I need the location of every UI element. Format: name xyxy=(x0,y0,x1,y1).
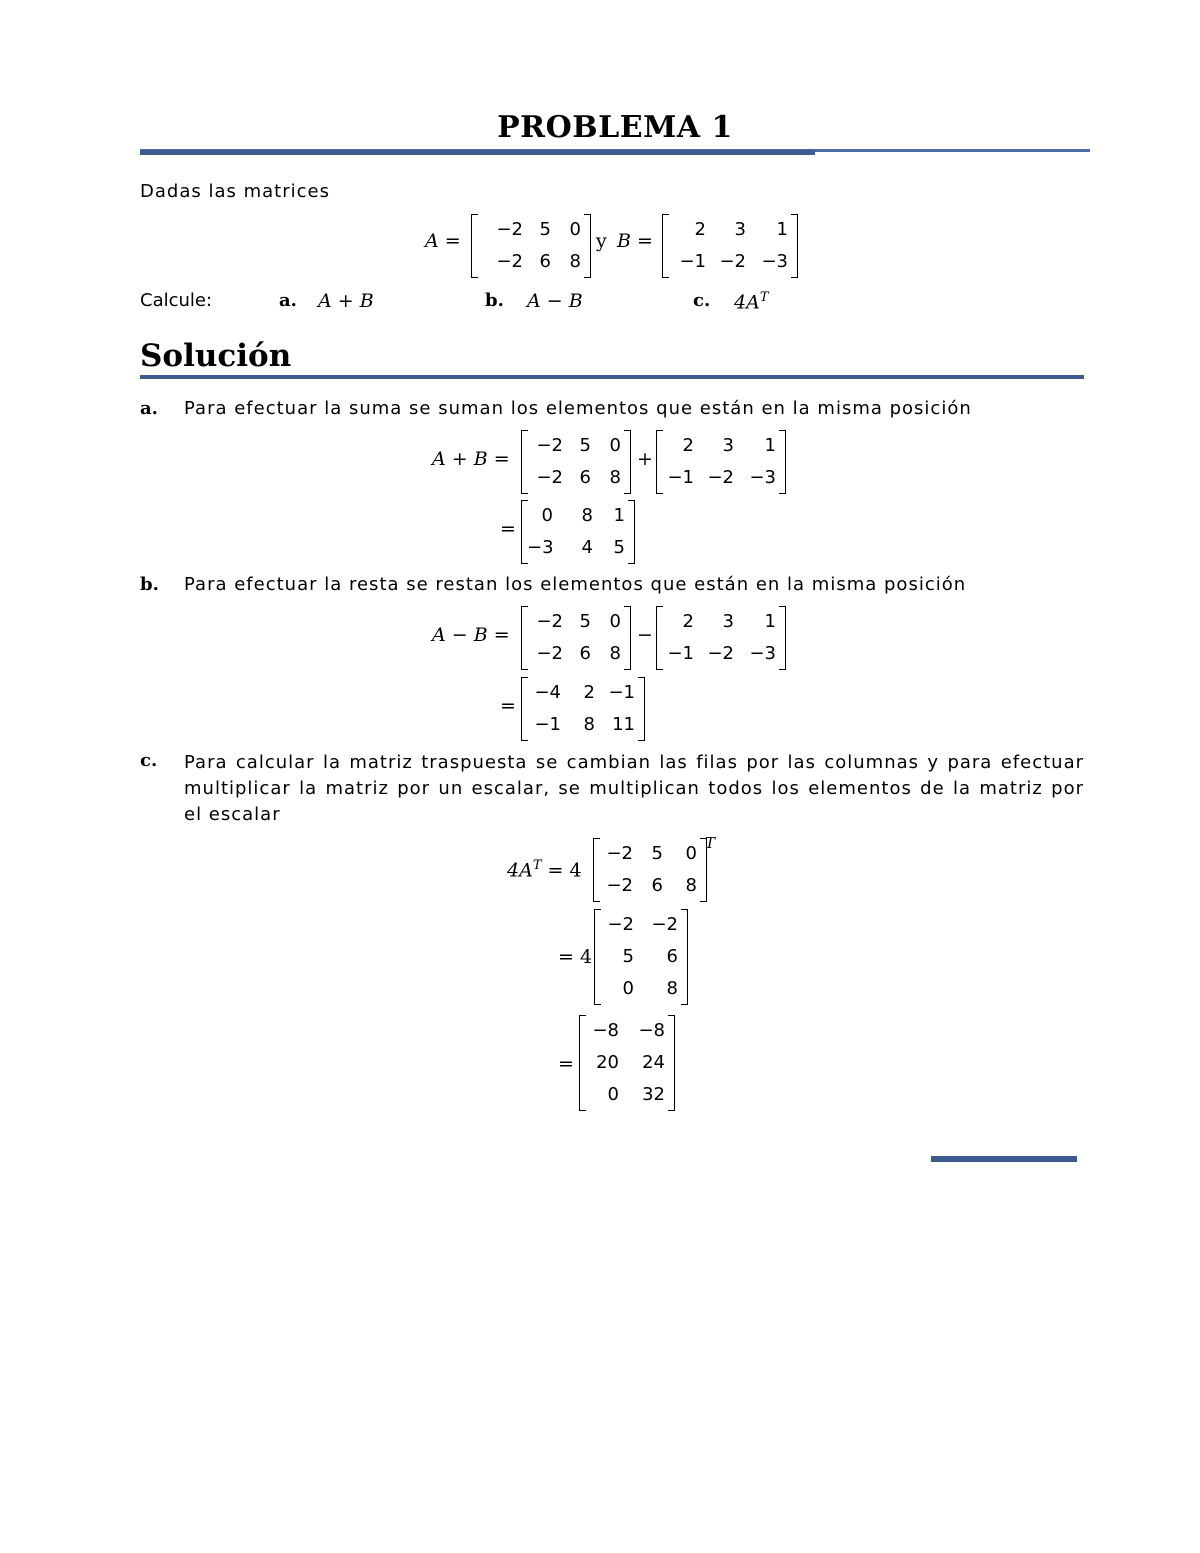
matrix-cell: 0 xyxy=(569,219,581,240)
matrix-cell: 11 xyxy=(612,714,635,735)
matrix-cell: −2 xyxy=(606,875,633,896)
matrix-cell: −3 xyxy=(749,467,776,488)
sol-c-eq3: = xyxy=(558,1053,574,1075)
matrix-cell: 5 xyxy=(579,611,591,632)
matrix-cell: −2 xyxy=(496,219,523,240)
sol-a-op: + xyxy=(637,448,653,470)
sol-b-lhs-text: A − B = xyxy=(432,624,510,646)
def-conj: y xyxy=(596,230,607,252)
matrix-cell: 1 xyxy=(764,611,776,632)
sol-b-result xyxy=(521,677,645,741)
matrix-cell: 32 xyxy=(642,1084,665,1105)
sol-b-matrix-1 xyxy=(521,606,631,670)
matrix-cell: 0 xyxy=(609,435,621,456)
matrix-cell: 8 xyxy=(609,467,621,488)
matrix-cell: 2 xyxy=(694,219,706,240)
sol-c-eq2: = 4 xyxy=(558,946,593,968)
sol-a-matrix-1 xyxy=(521,430,631,494)
task-c-expr-text: 4A xyxy=(734,291,760,314)
matrix-cell: 8 xyxy=(583,714,595,735)
matrix-cell: 1 xyxy=(776,219,788,240)
sol-b-label: b. xyxy=(140,574,159,595)
matrix-cell: 1 xyxy=(613,505,625,526)
matrix-cell: 0 xyxy=(541,505,553,526)
sol-c-lhs-eq: = 4 xyxy=(547,859,582,882)
matrix-cell: −2 xyxy=(719,251,746,272)
matrix-cell: −2 xyxy=(536,643,563,664)
sol-a-lhs xyxy=(432,448,510,470)
matrix-cell: 6 xyxy=(579,467,591,488)
matrix-cell: 8 xyxy=(609,643,621,664)
matrix-cell: 3 xyxy=(734,219,746,240)
task-b-expr-text: A − B xyxy=(527,290,583,312)
sol-a-lhs-text: A + B = xyxy=(432,448,510,470)
matrix-cell: −1 xyxy=(608,682,635,703)
sol-c-matrix-2 xyxy=(594,909,688,1005)
matrix-cell: −2 xyxy=(707,643,734,664)
sol-b-lhs xyxy=(432,624,510,646)
matrix-a-def xyxy=(471,214,591,278)
sol-c-lhs-text: 4A xyxy=(507,859,533,882)
task-a-expr xyxy=(318,290,374,312)
matrix-b-def xyxy=(662,214,798,278)
matrix-cell: 6 xyxy=(666,946,678,967)
matrix-cell: −2 xyxy=(496,251,523,272)
problem-title: PROBLEMA 1 xyxy=(497,110,733,145)
matrix-cell: −1 xyxy=(679,251,706,272)
sol-c-result xyxy=(579,1015,675,1111)
sol-c-lhs-sup: T xyxy=(532,858,542,873)
matrix-cell: 6 xyxy=(651,875,663,896)
sol-c-transpose-sup-text: T xyxy=(705,834,716,852)
matrix-cell: 1 xyxy=(764,435,776,456)
sol-b-eq: = xyxy=(500,695,516,717)
matrix-cell: −8 xyxy=(592,1020,619,1041)
matrix-cell: 0 xyxy=(607,1084,619,1105)
matrix-cell: −4 xyxy=(534,682,561,703)
matrix-cell: 6 xyxy=(539,251,551,272)
matrix-cell: 5 xyxy=(579,435,591,456)
matrix-cell: −2 xyxy=(707,467,734,488)
sol-c-label: c. xyxy=(140,750,158,771)
matrix-cell: −2 xyxy=(651,914,678,935)
sol-a-text: Para efectuar la suma se suman los elementos que están en la misma posición xyxy=(184,398,972,419)
matrix-cell: 0 xyxy=(685,843,697,864)
sol-b-op: − xyxy=(637,624,653,646)
matrix-cell: −3 xyxy=(749,643,776,664)
matrix-cell: 5 xyxy=(651,843,663,864)
sol-a-label: a. xyxy=(140,398,158,419)
task-b-expr xyxy=(527,290,583,312)
matrix-cell: −1 xyxy=(667,467,694,488)
matrix-cell: 8 xyxy=(581,505,593,526)
matrix-cell: −2 xyxy=(606,843,633,864)
matrix-cell: −8 xyxy=(638,1020,665,1041)
task-c-expr xyxy=(734,290,768,313)
sol-c-transpose-sup xyxy=(705,834,715,852)
matrix-cell: −1 xyxy=(667,643,694,664)
matrix-cell: 2 xyxy=(682,611,694,632)
footer-accent-rule xyxy=(931,1156,1077,1162)
matrix-cell: 4 xyxy=(581,537,593,558)
matrix-cell: −2 xyxy=(536,435,563,456)
task-c-label: c. xyxy=(693,290,711,311)
matrix-cell: 5 xyxy=(622,946,634,967)
matrix-cell: 2 xyxy=(682,435,694,456)
matrix-cell: −2 xyxy=(536,467,563,488)
sol-a-result xyxy=(521,500,635,564)
title-rule-accent xyxy=(140,150,815,155)
sol-c-lhs xyxy=(507,858,582,881)
def-lhs-a-text: A = xyxy=(425,230,461,252)
matrix-cell: −2 xyxy=(607,914,634,935)
def-lhs-b xyxy=(617,230,653,252)
task-a-expr-text: A + B xyxy=(318,290,374,312)
matrix-cell: −1 xyxy=(534,714,561,735)
sol-c-matrix-1 xyxy=(593,838,707,902)
matrix-cell: 8 xyxy=(666,978,678,999)
solution-rule xyxy=(140,375,1084,379)
matrix-cell: −2 xyxy=(536,611,563,632)
sol-c-text: Para calcular la matriz traspuesta se cambian las filas por las columnas y para efectuar multiplicar la matriz por un escalar, se multiplican todos los elementos de la matriz por el escalar xyxy=(184,752,1084,825)
matrix-cell: 0 xyxy=(609,611,621,632)
matrix-cell: 5 xyxy=(613,537,625,558)
solution-heading: Solución xyxy=(140,338,292,374)
task-a-label: a. xyxy=(279,290,297,311)
matrix-cell: 3 xyxy=(722,611,734,632)
matrix-cell: 24 xyxy=(642,1052,665,1073)
sol-b-matrix-2 xyxy=(656,606,786,670)
sol-a-matrix-2 xyxy=(656,430,786,494)
sol-b-text: Para efectuar la resta se restan los elementos que están en la misma posición xyxy=(184,574,967,595)
task-c-sup: T xyxy=(759,290,769,305)
matrix-cell: 20 xyxy=(596,1052,619,1073)
def-lhs-b-text: B = xyxy=(617,230,653,252)
task-b-label: b. xyxy=(485,290,504,311)
def-lhs-a xyxy=(425,230,461,252)
matrix-cell: −3 xyxy=(761,251,788,272)
matrix-cell: 6 xyxy=(579,643,591,664)
matrix-cell: 5 xyxy=(539,219,551,240)
matrix-cell: 0 xyxy=(622,978,634,999)
intro-text: Dadas las matrices xyxy=(140,181,330,202)
calcule-label: Calcule: xyxy=(140,290,213,311)
matrix-cell: 2 xyxy=(583,682,595,703)
matrix-cell: 8 xyxy=(685,875,697,896)
matrix-cell: −3 xyxy=(527,537,554,558)
matrix-cell: 3 xyxy=(722,435,734,456)
sol-a-eq: = xyxy=(500,518,516,540)
matrix-cell: 8 xyxy=(569,251,581,272)
